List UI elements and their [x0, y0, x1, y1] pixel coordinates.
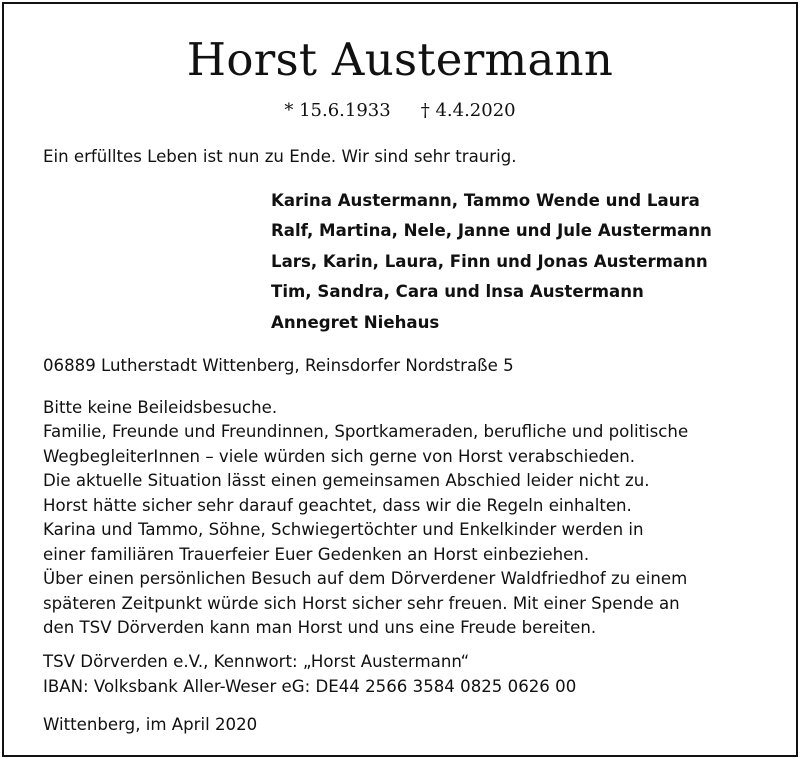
visit-paragraph: [43, 567, 783, 641]
visit-line: späteren Zeitpunkt würde sich Horst sicher sehr freuen. Mit einer Spende an: [43, 593, 680, 613]
donation-details: [43, 650, 783, 699]
deceased-name: Horst Austermann: [186, 33, 614, 86]
family-line: Ralf, Martina, Nele, Janne und Jule Austermann: [271, 221, 712, 241]
message-line: Die aktuelle Situation lässt einen gemeinsamen Abschied leider nicht zu.: [43, 471, 650, 491]
family-list: [271, 186, 712, 338]
family-line: Lars, Karin, Laura, Finn und Jonas Austermann: [271, 251, 708, 271]
visit-line: den TSV Dörverden kann man Horst und uns eine Freude bereiten.: [43, 618, 597, 638]
visit-line: Über einen persönlichen Besuch auf dem Dörverdener Waldfriedhof zu einem: [43, 569, 688, 588]
no-visits-text: Bitte keine Beileidsbesuche.: [43, 398, 278, 417]
message-line: WegbegleiterInnen – viele würden sich gerne von Horst verabschieden.: [43, 446, 636, 466]
message-line: Familie, Freunde und Freundinnen, Sportkameraden, berufliche und politische: [43, 422, 689, 441]
family-line: Annegret Niehaus: [271, 312, 440, 332]
death-date: † 4.4.2020: [420, 100, 516, 121]
family-line: Karina Austermann, Tammo Wende und Laura: [271, 191, 700, 210]
address-text: 06889 Lutherstadt Wittenberg, Reinsdorfer Nordstraße 5: [43, 356, 514, 375]
closing-text: Wittenberg, im April 2020: [43, 715, 258, 734]
message-line: Karina und Tammo, Söhne, Schwiegertöchter und Enkelkinder werden in: [43, 520, 644, 540]
message-paragraph: [43, 420, 783, 568]
life-dates: [0, 98, 800, 124]
message-line: einer familiären Trauerfeier Euer Gedenken an Horst einbeziehen.: [43, 544, 590, 564]
family-line: Tim, Sandra, Cara und lnsa Austermann: [271, 282, 644, 302]
donation-line: TSV Dörverden e.V., Kennwort: „Horst Austermann“: [43, 652, 470, 671]
birth-date: * 15.6.1933: [284, 100, 391, 121]
donation-iban: IBAN: Volksbank Aller-Weser eG: DE44 2566 3584 0825 0626 00: [43, 676, 577, 696]
intro-text: Ein erfülltes Leben ist nun zu Ende. Wir sind sehr traurig.: [43, 147, 517, 166]
message-line: Horst hätte sicher sehr darauf geachtet, dass wir die Regeln einhalten.: [43, 495, 632, 515]
